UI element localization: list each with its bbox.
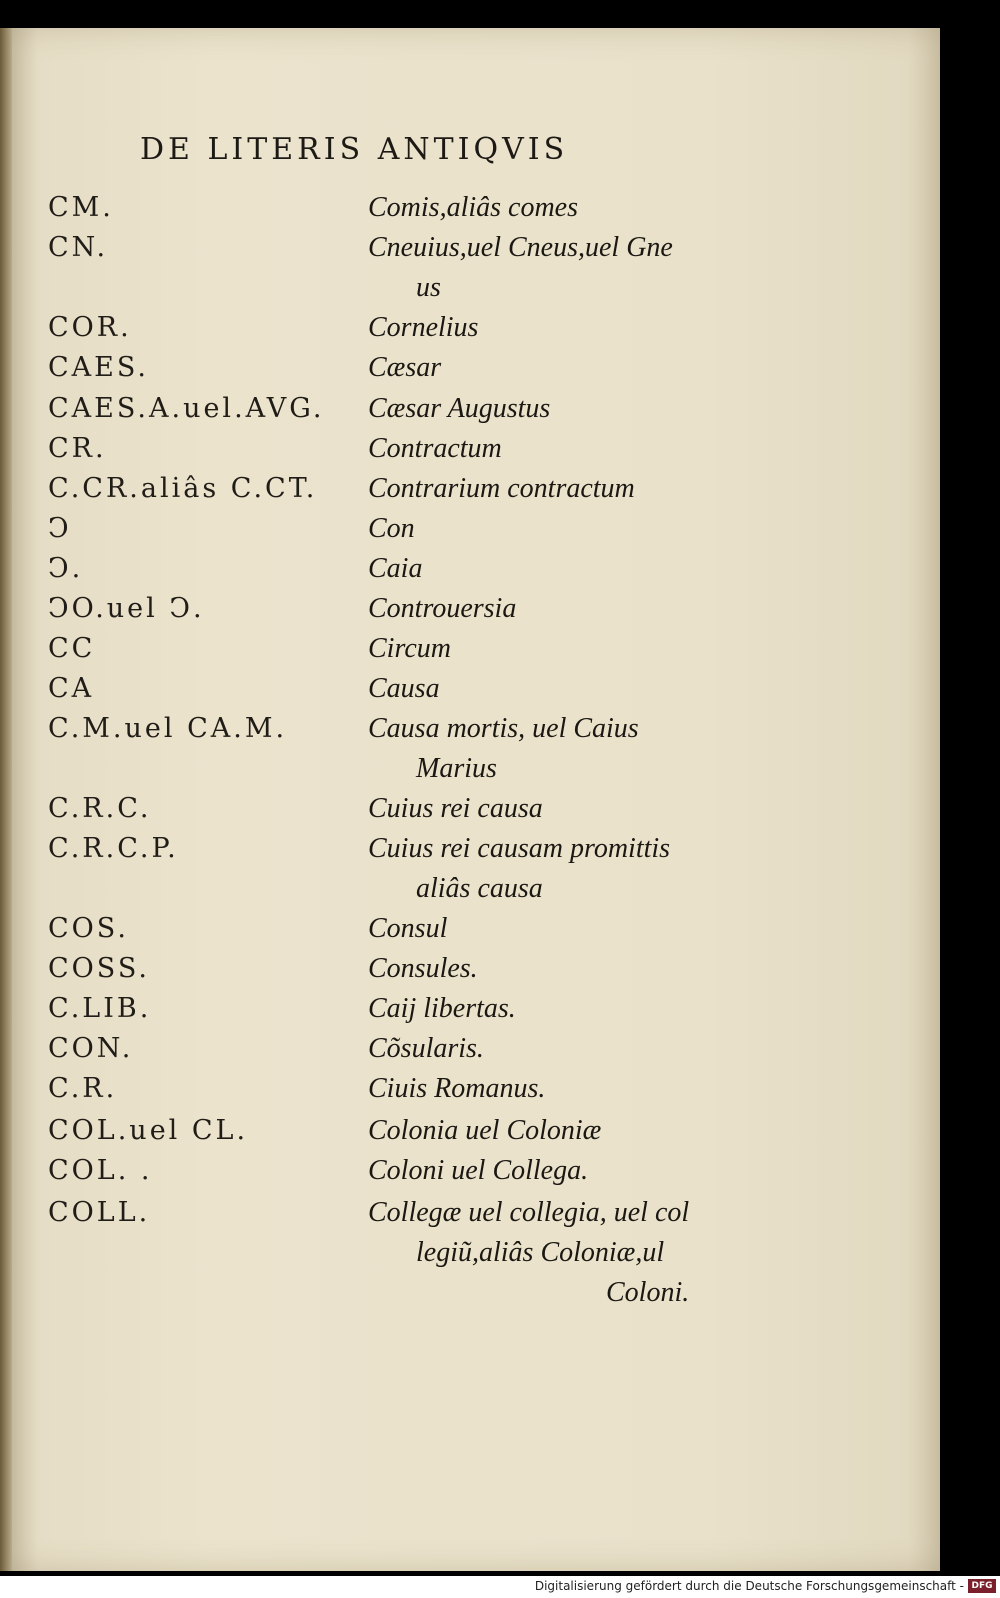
expansion: Cæsar Augustus bbox=[368, 393, 551, 424]
abbreviation: C.CR.aliâs C.CT. bbox=[48, 473, 318, 504]
expansion: Cæsar bbox=[368, 352, 442, 383]
page-running-head: DE LITERIS ANTIQVIS bbox=[140, 132, 569, 167]
abbreviation: CM. bbox=[48, 192, 114, 223]
expansion: Coloni uel Collega. bbox=[368, 1155, 589, 1186]
expansion: Contractum bbox=[368, 433, 502, 464]
expansion-continuation: aliâs causa bbox=[416, 873, 543, 904]
abbreviation: ↃO.uel Ↄ. bbox=[48, 593, 205, 624]
expansion: Cuius rei causam promittis bbox=[368, 833, 671, 864]
abbreviation: COR. bbox=[48, 312, 132, 343]
abbreviation: C.R.C. bbox=[48, 793, 152, 824]
expansion-continuation: us bbox=[416, 272, 441, 303]
abbreviation: COSS. bbox=[48, 953, 150, 984]
abbreviation: COL. . bbox=[48, 1155, 153, 1186]
expansion-continuation: legiũ,aliâs Coloniæ,ul bbox=[416, 1237, 665, 1268]
expansion-continuation: Marius bbox=[416, 753, 497, 784]
footer-credit: Digitalisierung gefördert durch die Deutsche Forschungsgemeinschaft - bbox=[534, 1579, 964, 1593]
abbreviation: CC bbox=[48, 633, 96, 664]
expansion: Cneuius,uel Cneus,uel Gne bbox=[368, 232, 673, 263]
abbreviation: CON. bbox=[48, 1033, 134, 1064]
abbreviation: COLL. bbox=[48, 1197, 151, 1228]
expansion: Cornelius bbox=[368, 312, 479, 343]
expansion: Contrarium contractum bbox=[368, 473, 635, 504]
expansion: Controuersia bbox=[368, 593, 517, 624]
abbreviation: COL.uel CL. bbox=[48, 1115, 249, 1146]
abbreviation: CAES. bbox=[48, 352, 149, 383]
expansion: Caij libertas. bbox=[368, 993, 516, 1024]
expansion: Causa bbox=[368, 673, 440, 704]
expansion: Collegæ uel collegia, uel col bbox=[368, 1197, 690, 1228]
expansion: Con bbox=[368, 513, 415, 544]
abbreviation: COS. bbox=[48, 913, 129, 944]
expansion: Causa mortis, uel Caius bbox=[368, 713, 639, 744]
expansion: Caia bbox=[368, 553, 423, 584]
abbreviation: Ↄ. bbox=[48, 553, 84, 584]
book-binding bbox=[0, 28, 12, 1571]
abbreviation: C.M.uel CA.M. bbox=[48, 713, 288, 744]
expansion: Circum bbox=[368, 633, 451, 664]
abbreviation: Ↄ bbox=[48, 513, 72, 544]
abbreviation: CN. bbox=[48, 232, 109, 263]
abbreviation: C.LIB. bbox=[48, 993, 152, 1024]
abbreviation: C.R.C.P. bbox=[48, 833, 179, 864]
expansion: Consul bbox=[368, 913, 448, 944]
digitization-footer bbox=[0, 1576, 1000, 1598]
abbreviation: C.R. bbox=[48, 1073, 118, 1104]
dfg-logo-icon: DFG bbox=[968, 1579, 996, 1593]
expansion: Ciuis Romanus. bbox=[368, 1073, 546, 1104]
expansion: Consules. bbox=[368, 953, 478, 984]
expansion: Comis,aliâs comes bbox=[368, 192, 578, 223]
abbreviation: CAES.A.uel.AVG. bbox=[48, 393, 325, 424]
expansion: Cõsularis. bbox=[368, 1033, 484, 1064]
abbreviation: CA bbox=[48, 673, 95, 704]
expansion: Colonia uel Coloniæ bbox=[368, 1115, 602, 1146]
expansion-continuation: Coloni. bbox=[606, 1277, 690, 1308]
abbreviation: CR. bbox=[48, 433, 107, 464]
expansion: Cuius rei causa bbox=[368, 793, 543, 824]
